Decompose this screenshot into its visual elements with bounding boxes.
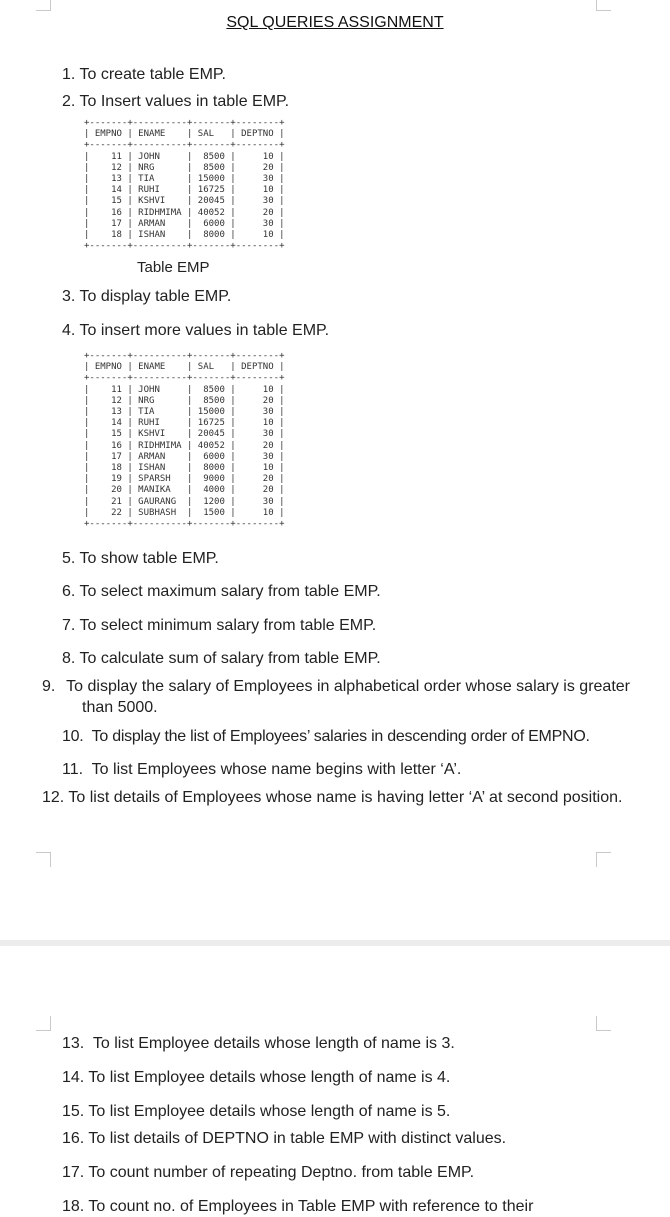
- question-15: 15. To list Employee details whose length of name is 5.: [62, 1103, 451, 1120]
- question-17: 17. To count number of repeating Deptno. from table EMP.: [62, 1164, 475, 1181]
- question-14: 14. To list Employee details whose length of name is 4.: [62, 1069, 451, 1086]
- question-10: 10. To display the list of Employees’ salaries in descending order of EMPNO.: [62, 728, 590, 745]
- question-8: 8. To calculate sum of salary from table EMP.: [62, 650, 381, 667]
- question-11: 11. To list Employees whose name begins with letter ‘A’.: [62, 761, 462, 778]
- question-16: 16. To list details of DEPTNO in table EMP with distinct values.: [62, 1130, 507, 1147]
- page-corner-mark: [36, 0, 51, 11]
- table-caption: Table EMP: [137, 259, 210, 276]
- page-corner-mark: [596, 0, 611, 11]
- question-12: 12. To list details of Employees whose name is having letter ‘A’ at second position.: [42, 789, 623, 806]
- document-title: SQL QUERIES ASSIGNMENT: [226, 14, 444, 31]
- page-corner-mark: [596, 852, 611, 867]
- question-6: 6. To select maximum salary from table EMP.: [62, 583, 381, 600]
- page-corner-mark: [596, 1016, 611, 1031]
- question-9: 9. To display the salary of Employees in alphabetical order whose salary is greater than 5000.: [42, 678, 630, 716]
- question-5: 5. To show table EMP.: [62, 550, 219, 567]
- question-2: 2. To Insert values in table EMP.: [62, 93, 290, 110]
- question-7: 7. To select minimum salary from table EMP.: [62, 617, 377, 634]
- question-4: 4. To insert more values in table EMP.: [62, 322, 330, 339]
- document-page-2: [0, 946, 670, 1216]
- question-13: 13. To list Employee details whose length of name is 3.: [62, 1035, 455, 1052]
- emp-table-2: +-------+----------+-------+--------+ | EMPNO | ENAME | SAL | DEPTNO | +-------+----------+-------+--------+ | 11 | JOHN | 8500 | 10 | | 12 | NRG | 8500 | 20 | | 13 | TIA | 15000 | 30 | | 14 | RUHI | 16725 | 10 | | 15 | KSHVI | 20045 | 30 | | 16 | RIDHMIMA | 40052 | 20 | | 17 | ARMAN | 6000 | 30 | | 18 | ISHAN | 8000 | 10 | | 19 | SPARSH | 9000 | 20 | | 20 | MANIKA | 4000 | 20 | | 21 | GAURANG | 1200 | 30 | | 22 | SUBHASH | 1500 | 10 | +-------+----------+-------+--------+: [84, 351, 285, 530]
- question-1: 1. To create table EMP.: [62, 66, 226, 83]
- page-corner-mark: [36, 852, 51, 867]
- emp-table-1: +-------+----------+-------+--------+ | EMPNO | ENAME | SAL | DEPTNO | +-------+----------+-------+--------+ | 11 | JOHN | 8500 | 10 | | 12 | NRG | 8500 | 20 | | 13 | TIA | 15000 | 30 | | 14 | RUHI | 16725 | 10 | | 15 | KSHVI | 20045 | 30 | | 16 | RIDHMIMA | 40052 | 20 | | 17 | ARMAN | 6000 | 30 | | 18 | ISHAN | 8000 | 10 | +-------+----------+-------+--------+: [84, 118, 285, 252]
- question-3: 3. To display table EMP.: [62, 288, 232, 305]
- question-18: 18. To count no. of Employees in Table EMP with reference to their: [62, 1198, 534, 1215]
- page-corner-mark: [36, 1016, 51, 1031]
